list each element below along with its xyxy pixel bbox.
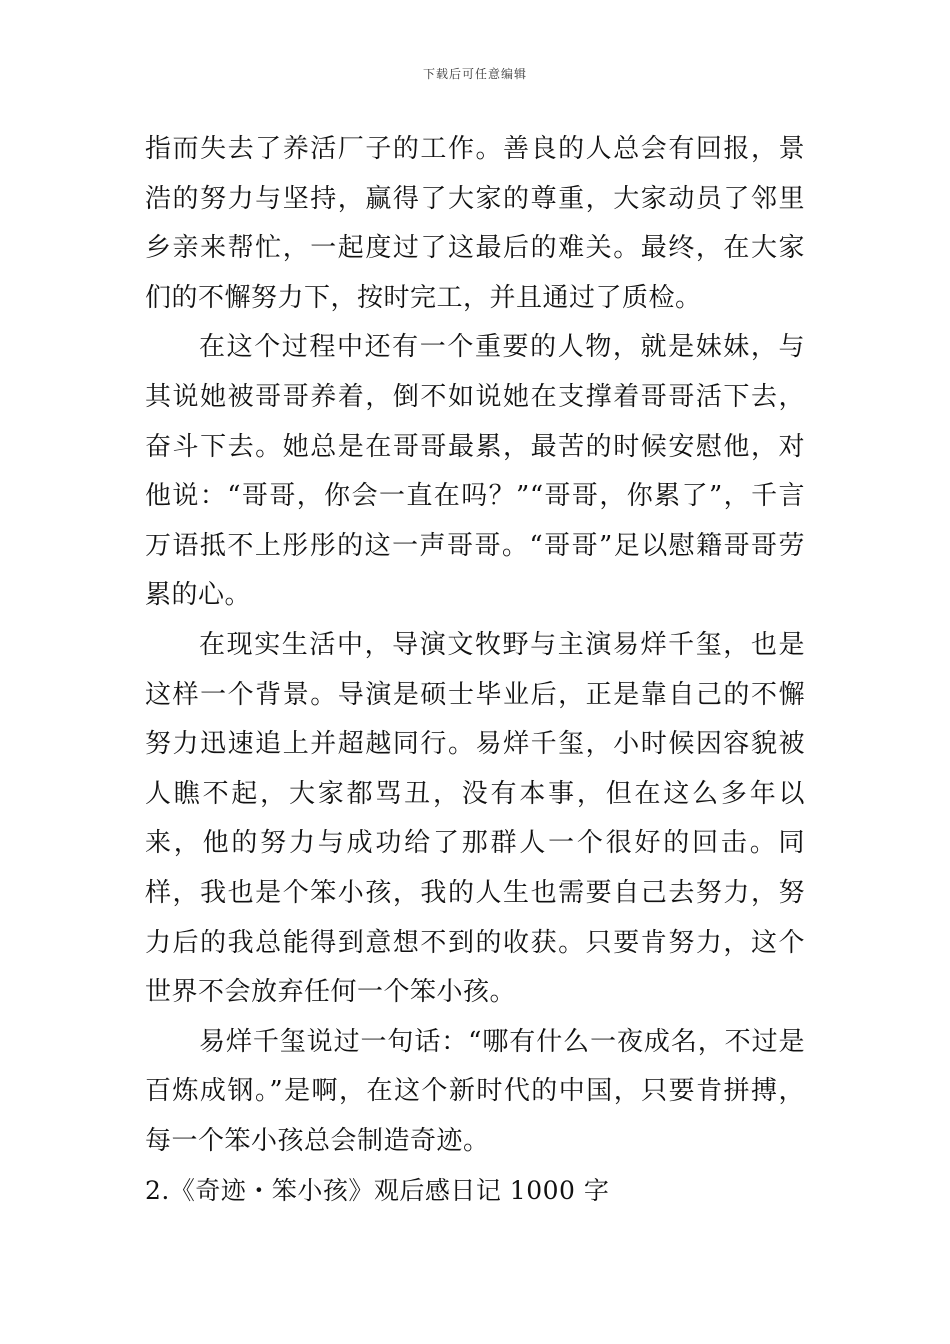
paragraph-continuation: 指而失去了养活厂子的工作。善良的人总会有回报，景浩的努力与坚持，赢得了大家的尊重，大家动员了邻里乡亲来帮忙，一起度过了这最后的难关。最终，在大家们的不懈努力下，按时完工，并且通过了质检。 [145, 134, 805, 313]
section-heading: 2.《奇迹・笨小孩》观后感日记 1000 字 [145, 1176, 610, 1206]
page-header: 下载后可任意编辑 [422, 67, 527, 81]
paragraph-quote: 易烊千玺说过一句话：“哪有什么一夜成名，不过是百炼成钢。”是啊，在这个新时代的中国，只要肯拼搏，每一个笨小孩总会制造奇迹。 [145, 1026, 805, 1156]
paragraph-sister: 在这个过程中还有一个重要的人物，就是妹妹，与其说她被哥哥养着，倒不如说她在支撑着哥哥活下去，奋斗下去。她总是在哥哥最累，最苦的时候安慰他，对他说：“哥哥，你会一直在吗？”“哥哥，你累了”，千言万语抵不上彤彤的这一声哥哥。“哥哥”足以慰籍哥哥劳累的心。 [145, 332, 805, 611]
paragraph-real-life: 在现实生活中，导演文牧野与主演易烊千玺，也是这样一个背景。导演是硕士毕业后，正是靠自己的不懈努力迅速追上并超越同行。易烊千玺，小时候因容貌被人瞧不起，大家都骂丑，没有本事，但在这么多年以来，他的努力与成功给了那群人一个很好的回击。同样，我也是个笨小孩，我的人生也需要自己去努力，努力后的我总能得到意想不到的收获。只要肯努力，这个世界不会放弃任何一个笨小孩。 [145, 629, 805, 1008]
document-body [145, 125, 805, 1216]
